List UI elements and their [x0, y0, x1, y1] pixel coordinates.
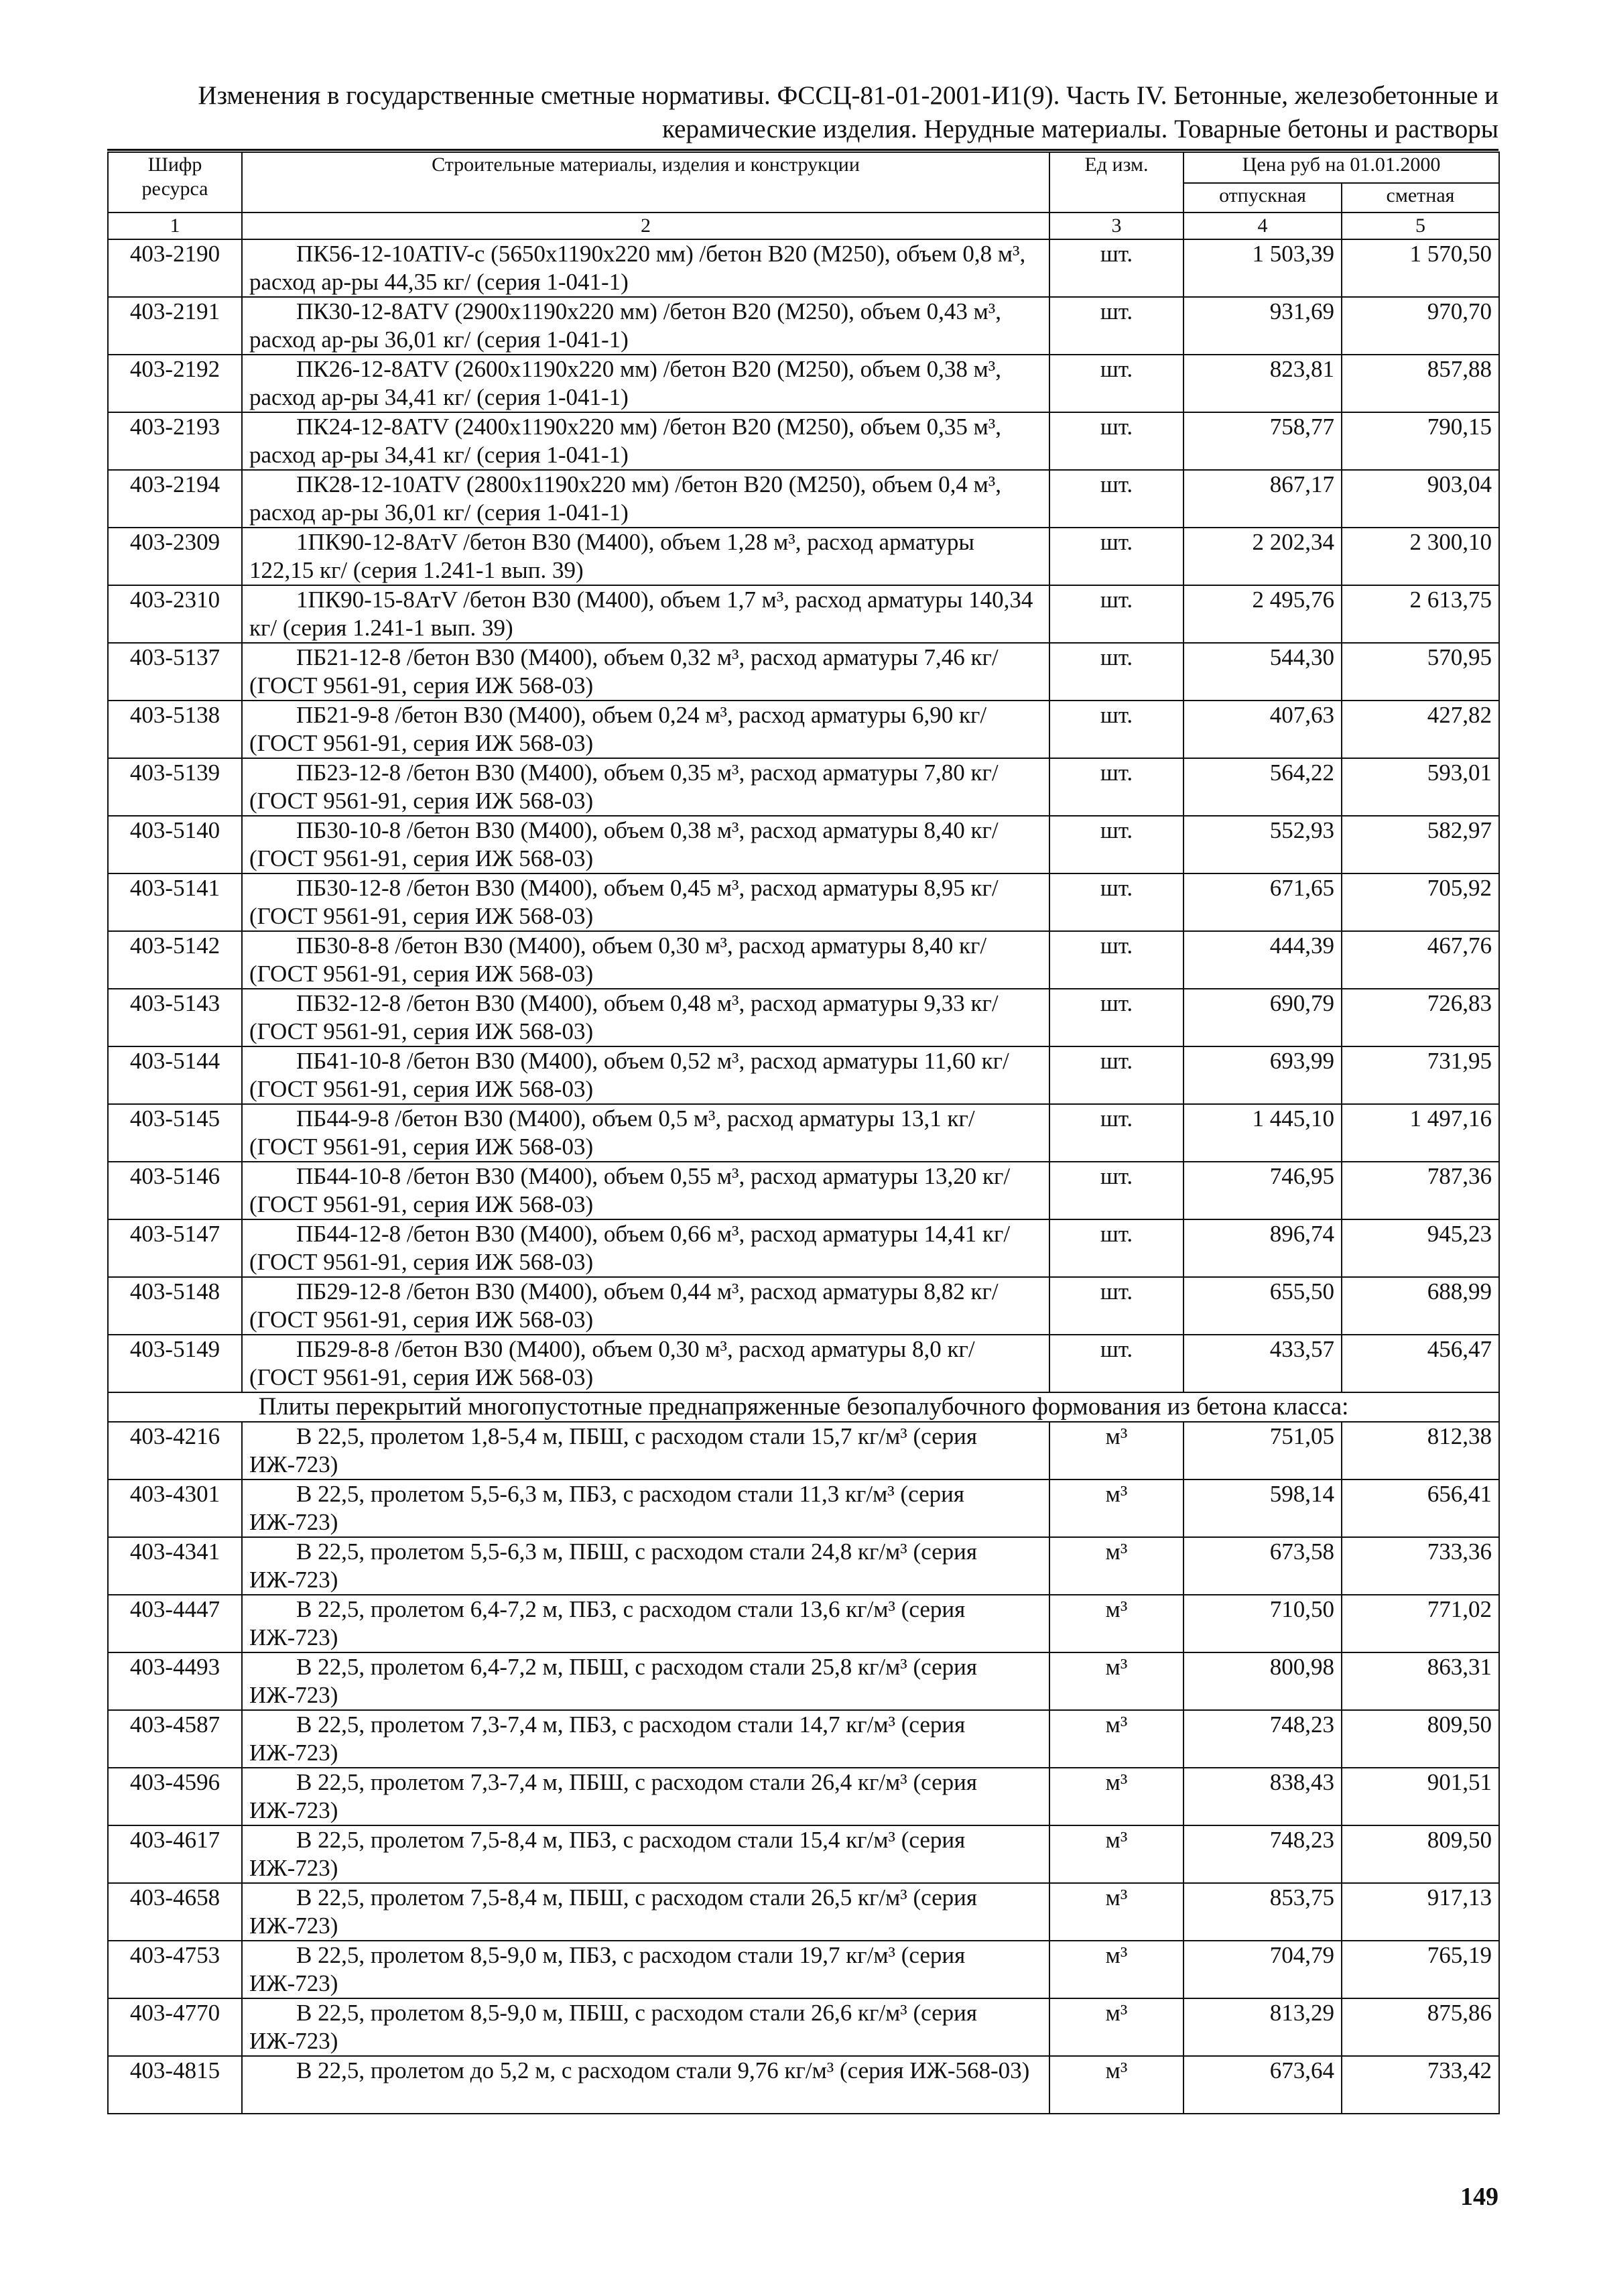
material-name-cell: ПБ21-12-8 /бетон В30 (М400), объем 0,32 м³, расход арматуры 7,46 кг/ (ГОСТ 9561-91, серия ИЖ 568-03) [242, 643, 1049, 701]
unit-cell: шт. [1049, 643, 1184, 701]
estimate-price-cell: 688,99 [1342, 1277, 1499, 1335]
header-unit: Ед изм. [1049, 152, 1184, 213]
resource-code-cell: 403-5145 [108, 1104, 242, 1162]
release-price-cell: 823,81 [1184, 355, 1342, 412]
material-name-cell: ПБ44-10-8 /бетон В30 (М400), объем 0,55 м³, расход арматуры 13,20 кг/ (ГОСТ 9561-91, серия ИЖ 568-03) [242, 1162, 1049, 1219]
estimate-price-cell: 726,83 [1342, 989, 1499, 1046]
estimate-price-cell: 570,95 [1342, 643, 1499, 701]
unit-cell: шт. [1049, 758, 1184, 816]
unit-cell: м³ [1049, 1422, 1184, 1479]
estimate-price-cell: 731,95 [1342, 1046, 1499, 1104]
table-row [108, 1422, 1499, 1479]
unit-cell: м³ [1049, 1479, 1184, 1537]
header-rule [107, 149, 1498, 151]
release-price-cell: 2 495,76 [1184, 585, 1342, 643]
estimate-price-cell: 1 497,16 [1342, 1104, 1499, 1162]
resource-code-cell: 403-5138 [108, 701, 242, 758]
material-name-cell: В 22,5, пролетом 8,5-9,0 м, ПБШ, с расходом стали 26,6 кг/м³ (серия ИЖ-723) [242, 1998, 1049, 2056]
material-name-cell: ПБ23-12-8 /бетон В30 (М400), объем 0,35 м³, расход арматуры 7,80 кг/ (ГОСТ 9561-91, серия ИЖ 568-03) [242, 758, 1049, 816]
unit-cell: шт. [1049, 1104, 1184, 1162]
resource-code-cell: 403-5142 [108, 931, 242, 989]
material-name-cell: В 22,5, пролетом 7,3-7,4 м, ПБШ, с расходом стали 26,4 кг/м³ (серия ИЖ-723) [242, 1768, 1049, 1825]
estimate-price-cell: 705,92 [1342, 873, 1499, 931]
unit-cell: шт. [1049, 239, 1184, 297]
unit-cell: м³ [1049, 1825, 1184, 1883]
estimate-price-cell: 809,50 [1342, 1710, 1499, 1768]
material-name-cell: ПК30-12-8АТV (2900x1190x220 мм) /бетон В20 (М250), объем 0,43 м³, расход ар-ры 36,01 кг/ (серия 1-041-1) [242, 297, 1049, 355]
estimate-price-cell: 903,04 [1342, 470, 1499, 528]
unit-cell: шт. [1049, 412, 1184, 470]
release-price-cell: 758,77 [1184, 412, 1342, 470]
material-name-cell: 1ПК90-12-8АтV /бетон В30 (М400), объем 1,28 м³, расход арматуры 122,15 кг/ (серия 1.241-1 вып. 39) [242, 528, 1049, 585]
column-number: 1 [108, 213, 242, 239]
table-row [108, 1335, 1499, 1392]
header-price-release: отпускная [1184, 183, 1342, 213]
material-name-cell: ПК26-12-8АТV (2600x1190x220 мм) /бетон В20 (М250), объем 0,38 м³, расход ар-ры 34,41 кг/ (серия 1-041-1) [242, 355, 1049, 412]
material-name-cell: ПК56-12-10АТIV-с (5650x1190x220 мм) /бетон В20 (М250), объем 0,8 м³, расход ар-ры 44,35 кг/ (серия 1-041-1) [242, 239, 1049, 297]
estimate-price-cell: 582,97 [1342, 816, 1499, 873]
unit-cell: шт. [1049, 1162, 1184, 1219]
material-name-cell: ПК28-12-10АТV (2800x1190x220 мм) /бетон В20 (М250), объем 0,4 м³, расход ар-ры 36,01 кг/ (серия 1-041-1) [242, 470, 1049, 528]
resource-code-cell: 403-4658 [108, 1883, 242, 1941]
resource-code-cell: 403-4753 [108, 1941, 242, 1998]
column-numbers-row [108, 213, 1499, 239]
unit-cell: шт. [1049, 355, 1184, 412]
material-name-cell: ПК24-12-8АТV (2400x1190x220 мм) /бетон В20 (М250), объем 0,35 м³, расход ар-ры 34,41 кг/ (серия 1-041-1) [242, 412, 1049, 470]
header-line-1: Изменения в государственные сметные нормативы. ФССЦ-81-01-2001-И1(9). Часть IV. Бетонные, железобетонные и [198, 81, 1498, 110]
estimate-price-cell: 809,50 [1342, 1825, 1499, 1883]
table-row [108, 816, 1499, 873]
material-name-cell: ПБ30-10-8 /бетон В30 (М400), объем 0,38 м³, расход арматуры 8,40 кг/ (ГОСТ 9561-91, серия ИЖ 568-03) [242, 816, 1049, 873]
table-row [108, 758, 1499, 816]
table-row [108, 585, 1499, 643]
resource-code-cell: 403-2310 [108, 585, 242, 643]
resource-code-cell: 403-2193 [108, 412, 242, 470]
table-row [108, 1537, 1499, 1595]
unit-cell: шт. [1049, 931, 1184, 989]
table-row [108, 239, 1499, 297]
material-name-cell: ПБ41-10-8 /бетон В30 (М400), объем 0,52 м³, расход арматуры 11,60 кг/ (ГОСТ 9561-91, серия ИЖ 568-03) [242, 1046, 1049, 1104]
estimate-price-cell: 2 613,75 [1342, 585, 1499, 643]
estimate-price-cell: 970,70 [1342, 297, 1499, 355]
table-row [108, 1825, 1499, 1883]
resource-code-cell: 403-4815 [108, 2056, 242, 2114]
table-row [108, 1277, 1499, 1335]
estimate-price-cell: 901,51 [1342, 1768, 1499, 1825]
release-price-cell: 838,43 [1184, 1768, 1342, 1825]
release-price-cell: 433,57 [1184, 1335, 1342, 1392]
release-price-cell: 673,64 [1184, 2056, 1342, 2114]
estimate-price-cell: 593,01 [1342, 758, 1499, 816]
release-price-cell: 748,23 [1184, 1710, 1342, 1768]
table-row [108, 1710, 1499, 1768]
resource-code-cell: 403-5146 [108, 1162, 242, 1219]
release-price-cell: 746,95 [1184, 1162, 1342, 1219]
resource-code-cell: 403-4617 [108, 1825, 242, 1883]
estimate-price-cell: 917,13 [1342, 1883, 1499, 1941]
resource-code-cell: 403-4447 [108, 1595, 242, 1652]
unit-cell: шт. [1049, 701, 1184, 758]
unit-cell: шт. [1049, 873, 1184, 931]
resource-code-cell: 403-5141 [108, 873, 242, 931]
table-row [108, 1219, 1499, 1277]
release-price-cell: 710,50 [1184, 1595, 1342, 1652]
table-row [108, 989, 1499, 1046]
header-name: Строительные материалы, изделия и конструкции [242, 152, 1049, 213]
unit-cell: м³ [1049, 1941, 1184, 1998]
material-name-cell: ПБ29-8-8 /бетон В30 (М400), объем 0,30 м³, расход арматуры 8,0 кг/ (ГОСТ 9561-91, серия ИЖ 568-03) [242, 1335, 1049, 1392]
release-price-cell: 1 445,10 [1184, 1104, 1342, 1162]
table-row [108, 1998, 1499, 2056]
release-price-cell: 690,79 [1184, 989, 1342, 1046]
resource-code-cell: 403-4587 [108, 1710, 242, 1768]
unit-cell: шт. [1049, 470, 1184, 528]
page-number: 149 [1460, 2183, 1498, 2211]
material-name-cell: ПБ29-12-8 /бетон В30 (М400), объем 0,44 м³, расход арматуры 8,82 кг/ (ГОСТ 9561-91, серия ИЖ 568-03) [242, 1277, 1049, 1335]
material-name-cell: В 22,5, пролетом до 5,2 м, с расходом стали 9,76 кг/м³ (серия ИЖ-568-03) [242, 2056, 1049, 2114]
release-price-cell: 693,99 [1184, 1046, 1342, 1104]
material-name-cell: В 22,5, пролетом 7,5-8,4 м, ПБЗ, с расходом стали 15,4 кг/м³ (серия ИЖ-723) [242, 1825, 1049, 1883]
estimate-price-cell: 765,19 [1342, 1941, 1499, 1998]
unit-cell: м³ [1049, 1768, 1184, 1825]
resource-code-cell: 403-2191 [108, 297, 242, 355]
material-name-cell: В 22,5, пролетом 5,5-6,3 м, ПБШ, с расходом стали 24,8 кг/м³ (серия ИЖ-723) [242, 1537, 1049, 1595]
release-price-cell: 444,39 [1184, 931, 1342, 989]
section-title: Плиты перекрытий многопустотные преднапряженные безопалубочного формования из бетона класса: [108, 1392, 1499, 1422]
column-number: 5 [1342, 213, 1499, 239]
resource-code-cell: 403-5137 [108, 643, 242, 701]
resource-code-cell: 403-5148 [108, 1277, 242, 1335]
material-name-cell: 1ПК90-15-8АтV /бетон В30 (М400), объем 1,7 м³, расход арматуры 140,34 кг/ (серия 1.241-1 вып. 39) [242, 585, 1049, 643]
material-name-cell: В 22,5, пролетом 7,5-8,4 м, ПБШ, с расходом стали 26,5 кг/м³ (серия ИЖ-723) [242, 1883, 1049, 1941]
material-name-cell: ПБ30-8-8 /бетон В30 (М400), объем 0,30 м³, расход арматуры 8,40 кг/ (ГОСТ 9561-91, серия ИЖ 568-03) [242, 931, 1049, 989]
header-code: Шифр ресурса [108, 152, 242, 213]
table-row [108, 1652, 1499, 1710]
table-row [108, 931, 1499, 989]
table-row [108, 873, 1499, 931]
table-row [108, 412, 1499, 470]
release-price-cell: 867,17 [1184, 470, 1342, 528]
release-price-cell: 552,93 [1184, 816, 1342, 873]
material-name-cell: В 22,5, пролетом 7,3-7,4 м, ПБЗ, с расходом стали 14,7 кг/м³ (серия ИЖ-723) [242, 1710, 1049, 1768]
estimate-price-cell: 467,76 [1342, 931, 1499, 989]
header-price-group: Цена руб на 01.01.2000 [1184, 152, 1499, 183]
material-name-cell: ПБ44-12-8 /бетон В30 (М400), объем 0,66 м³, расход арматуры 14,41 кг/ (ГОСТ 9561-91, серия ИЖ 568-03) [242, 1219, 1049, 1277]
material-name-cell: В 22,5, пролетом 6,4-7,2 м, ПБЗ, с расходом стали 13,6 кг/м³ (серия ИЖ-723) [242, 1595, 1049, 1652]
release-price-cell: 800,98 [1184, 1652, 1342, 1710]
header-price-estimate: сметная [1342, 183, 1499, 213]
resource-code-cell: 403-5143 [108, 989, 242, 1046]
unit-cell: шт. [1049, 1335, 1184, 1392]
unit-cell: шт. [1049, 297, 1184, 355]
estimate-price-cell: 733,42 [1342, 2056, 1499, 2114]
table-row [108, 1595, 1499, 1652]
release-price-cell: 896,74 [1184, 1219, 1342, 1277]
material-name-cell: В 22,5, пролетом 1,8-5,4 м, ПБШ, с расходом стали 15,7 кг/м³ (серия ИЖ-723) [242, 1422, 1049, 1479]
estimate-price-cell: 456,47 [1342, 1335, 1499, 1392]
resource-code-cell: 403-4770 [108, 1998, 242, 2056]
section-row [108, 1392, 1499, 1422]
estimate-price-cell: 733,36 [1342, 1537, 1499, 1595]
release-price-cell: 564,22 [1184, 758, 1342, 816]
unit-cell: шт. [1049, 585, 1184, 643]
release-price-cell: 751,05 [1184, 1422, 1342, 1479]
release-price-cell: 853,75 [1184, 1883, 1342, 1941]
table-row [108, 701, 1499, 758]
material-name-cell: В 22,5, пролетом 8,5-9,0 м, ПБЗ, с расходом стали 19,7 кг/м³ (серия ИЖ-723) [242, 1941, 1049, 1998]
release-price-cell: 598,14 [1184, 1479, 1342, 1537]
column-number: 3 [1049, 213, 1184, 239]
estimate-price-cell: 427,82 [1342, 701, 1499, 758]
unit-cell: шт. [1049, 989, 1184, 1046]
estimate-price-cell: 790,15 [1342, 412, 1499, 470]
release-price-cell: 673,58 [1184, 1537, 1342, 1595]
unit-cell: шт. [1049, 528, 1184, 585]
table-row [108, 2056, 1499, 2114]
column-number: 2 [242, 213, 1049, 239]
header-line-2: керамические изделия. Нерудные материалы. Товарные бетоны и растворы [662, 115, 1498, 143]
resource-code-cell: 403-4216 [108, 1422, 242, 1479]
unit-cell: м³ [1049, 1652, 1184, 1710]
unit-cell: м³ [1049, 1883, 1184, 1941]
release-price-cell: 2 202,34 [1184, 528, 1342, 585]
table-row [108, 470, 1499, 528]
estimate-price-cell: 1 570,50 [1342, 239, 1499, 297]
table-row [108, 1883, 1499, 1941]
unit-cell: шт. [1049, 1219, 1184, 1277]
estimate-price-cell: 875,86 [1342, 1998, 1499, 2056]
resource-code-cell: 403-4493 [108, 1652, 242, 1710]
unit-cell: шт. [1049, 816, 1184, 873]
unit-cell: м³ [1049, 1537, 1184, 1595]
table-row [108, 355, 1499, 412]
resource-code-cell: 403-5140 [108, 816, 242, 873]
estimate-price-cell: 656,41 [1342, 1479, 1499, 1537]
estimate-price-cell: 863,31 [1342, 1652, 1499, 1710]
table-row [108, 297, 1499, 355]
resource-code-cell: 403-4301 [108, 1479, 242, 1537]
unit-cell: м³ [1049, 2056, 1184, 2114]
column-number: 4 [1184, 213, 1342, 239]
table-row [108, 1104, 1499, 1162]
price-table [107, 152, 1500, 2114]
resource-code-cell: 403-2194 [108, 470, 242, 528]
unit-cell: шт. [1049, 1046, 1184, 1104]
material-name-cell: ПБ44-9-8 /бетон В30 (М400), объем 0,5 м³, расход арматуры 13,1 кг/ (ГОСТ 9561-91, серия ИЖ 568-03) [242, 1104, 1049, 1162]
release-price-cell: 407,63 [1184, 701, 1342, 758]
material-name-cell: ПБ30-12-8 /бетон В30 (М400), объем 0,45 м³, расход арматуры 8,95 кг/ (ГОСТ 9561-91, серия ИЖ 568-03) [242, 873, 1049, 931]
release-price-cell: 813,29 [1184, 1998, 1342, 2056]
release-price-cell: 704,79 [1184, 1941, 1342, 1998]
release-price-cell: 1 503,39 [1184, 239, 1342, 297]
resource-code-cell: 403-5139 [108, 758, 242, 816]
unit-cell: м³ [1049, 1710, 1184, 1768]
estimate-price-cell: 2 300,10 [1342, 528, 1499, 585]
release-price-cell: 655,50 [1184, 1277, 1342, 1335]
resource-code-cell: 403-4596 [108, 1768, 242, 1825]
unit-cell: м³ [1049, 1998, 1184, 2056]
resource-code-cell: 403-2190 [108, 239, 242, 297]
material-name-cell: ПБ32-12-8 /бетон В30 (М400), объем 0,48 м³, расход арматуры 9,33 кг/ (ГОСТ 9561-91, серия ИЖ 568-03) [242, 989, 1049, 1046]
release-price-cell: 544,30 [1184, 643, 1342, 701]
material-name-cell: В 22,5, пролетом 5,5-6,3 м, ПБЗ, с расходом стали 11,3 кг/м³ (серия ИЖ-723) [242, 1479, 1049, 1537]
release-price-cell: 931,69 [1184, 297, 1342, 355]
table-row [108, 1479, 1499, 1537]
resource-code-cell: 403-2192 [108, 355, 242, 412]
estimate-price-cell: 945,23 [1342, 1219, 1499, 1277]
table-row [108, 528, 1499, 585]
resource-code-cell: 403-5149 [108, 1335, 242, 1392]
resource-code-cell: 403-5144 [108, 1046, 242, 1104]
resource-code-cell: 403-2309 [108, 528, 242, 585]
table-row [108, 1046, 1499, 1104]
estimate-price-cell: 771,02 [1342, 1595, 1499, 1652]
table-row [108, 1768, 1499, 1825]
estimate-price-cell: 787,36 [1342, 1162, 1499, 1219]
resource-code-cell: 403-4341 [108, 1537, 242, 1595]
table-row [108, 643, 1499, 701]
release-price-cell: 671,65 [1184, 873, 1342, 931]
resource-code-cell: 403-5147 [108, 1219, 242, 1277]
material-name-cell: В 22,5, пролетом 6,4-7,2 м, ПБШ, с расходом стали 25,8 кг/м³ (серия ИЖ-723) [242, 1652, 1049, 1710]
table-row [108, 1941, 1499, 1998]
unit-cell: м³ [1049, 1595, 1184, 1652]
document-header [107, 79, 1498, 146]
unit-cell: шт. [1049, 1277, 1184, 1335]
table-row [108, 1162, 1499, 1219]
material-name-cell: ПБ21-9-8 /бетон В30 (М400), объем 0,24 м³, расход арматуры 6,90 кг/ (ГОСТ 9561-91, серия ИЖ 568-03) [242, 701, 1049, 758]
estimate-price-cell: 857,88 [1342, 355, 1499, 412]
estimate-price-cell: 812,38 [1342, 1422, 1499, 1479]
release-price-cell: 748,23 [1184, 1825, 1342, 1883]
